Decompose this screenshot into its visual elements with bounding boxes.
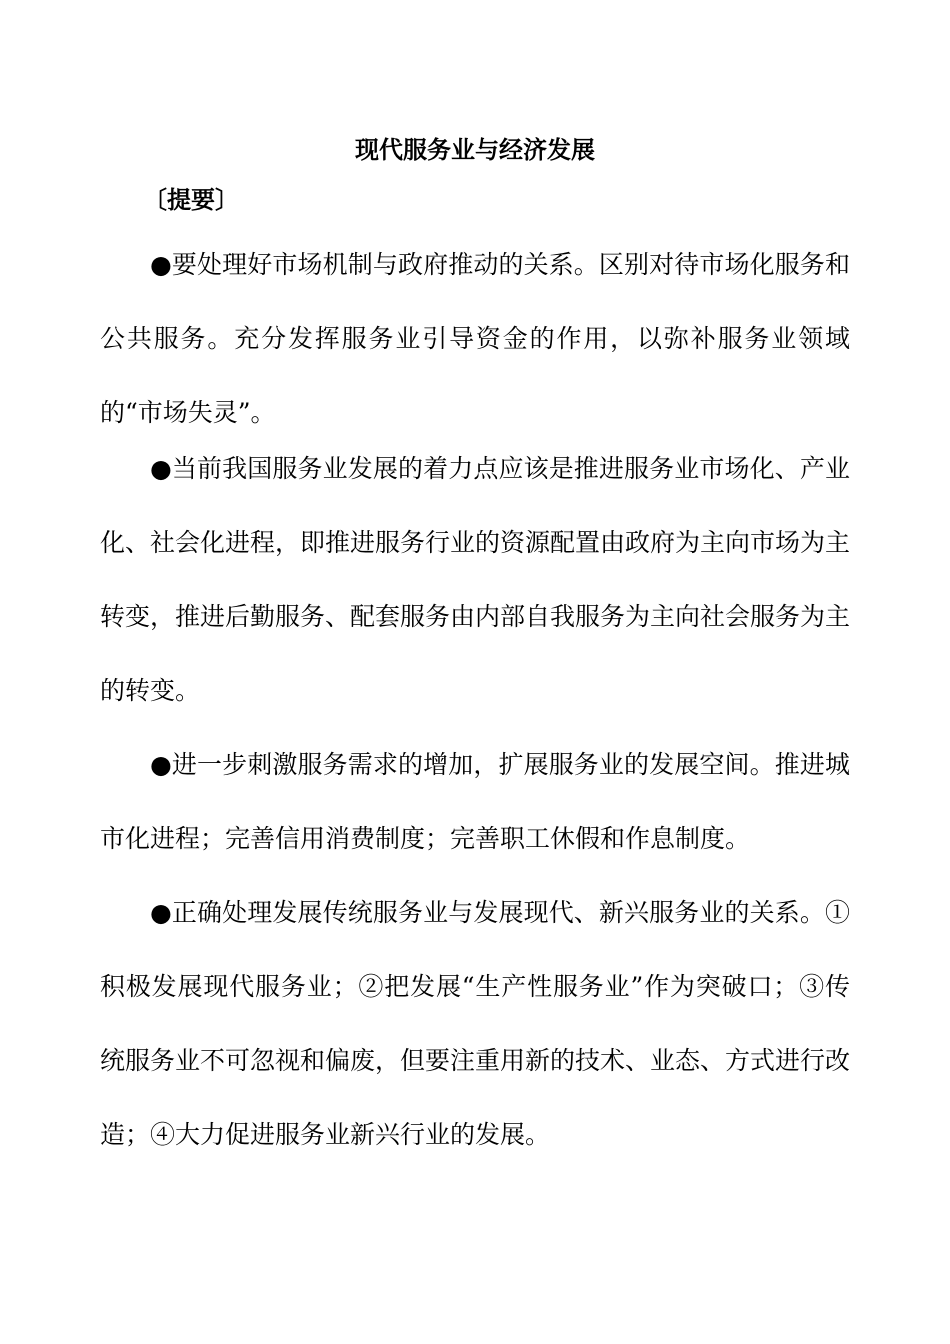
paragraph-4: ●正确处理发展传统服务业与发展现代、新兴服务业的关系。①积极发展现代服务业；②把发展“生产性服务业”作为突破口；③传统服务业不可忽视和偏废，但要注重用新的技术、业态、方式进行改造；④大力促进服务业新兴行业的发展。 <box>100 898 851 1149</box>
paragraph-1: ●要处理好市场机制与政府推动的关系。区别对待市场化服务和公共服务。充分发挥服务业引导资金的作用，以弥补服务业领域的“市场失灵”。 <box>100 250 850 427</box>
document-title: 现代服务业与经济发展 <box>355 136 595 164</box>
paragraph-3: ●进一步刺激服务需求的增加，扩展服务业的发展空间。推进城市化进程；完善信用消费制度；完善职工休假和作息制度。 <box>100 750 850 853</box>
abstract-label: 〔提要〕 <box>143 186 239 214</box>
paragraph-2: ●当前我国服务业发展的着力点应该是推进服务业市场化、产业化、社会化进程，即推进服务行业的资源配置由政府为主向市场为主转变，推进后勤服务、配套服务由内部自我服务为主向社会服务为主的转变。 <box>100 454 851 705</box>
